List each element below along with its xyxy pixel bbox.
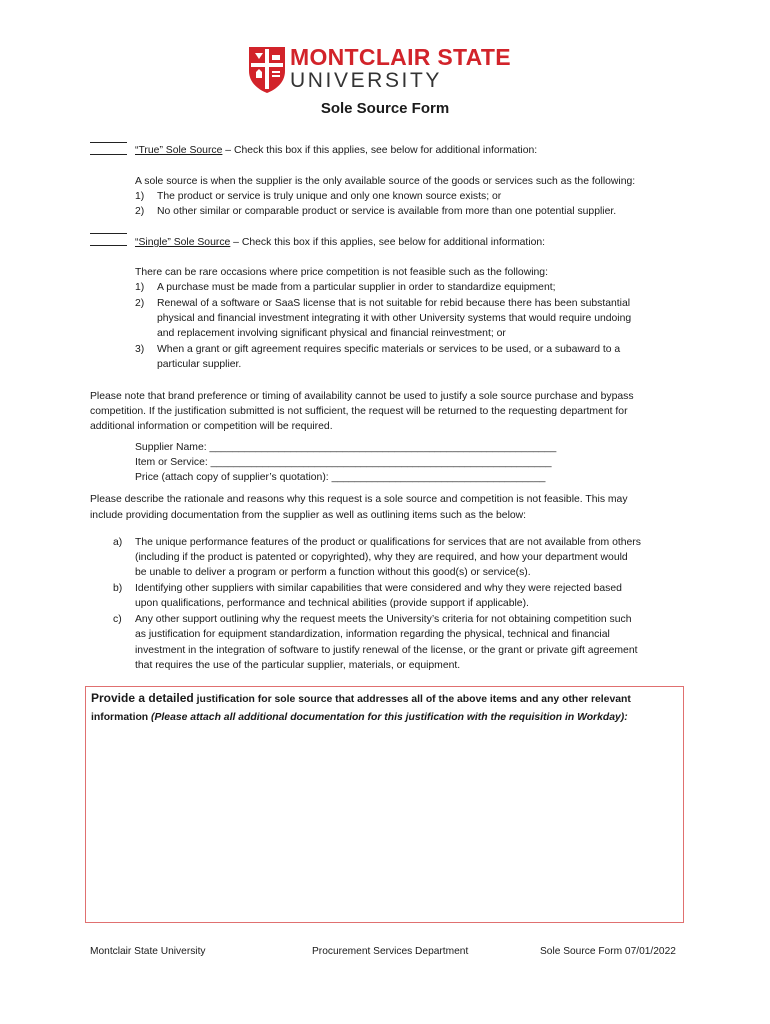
rationale-item-line: Identifying other suppliers with similar capabilities that were considered and why they were rejected based bbox=[135, 583, 622, 594]
footer-center: Procurement Services Department bbox=[312, 946, 469, 957]
rationale-item-letter: c) bbox=[113, 614, 122, 625]
single-source-item-line: Renewal of a software or SaaS license that is not suitable for rebid because there has been substantial bbox=[157, 298, 631, 309]
rationale-line: include providing documentation from the supplier as well as outlining items such as the below: bbox=[90, 510, 527, 521]
rationale-item-letter: a) bbox=[113, 537, 123, 548]
note-line: Please note that brand preference or timing of availability cannot be used to justify a sole source purchase and bypass bbox=[90, 391, 634, 402]
single-source-item-num: 2) bbox=[135, 298, 145, 309]
note-line: additional information or competition will be required. bbox=[90, 421, 333, 432]
single-source-item-num: 1) bbox=[135, 282, 145, 293]
supplier-name-field[interactable]: Supplier Name: ____________________________________________________________ bbox=[135, 442, 557, 453]
rationale-item-line: as justification for equipment standardization, information regarding the physical, technical and financial bbox=[135, 629, 610, 640]
footer-left: Montclair State University bbox=[90, 946, 206, 957]
true-source-item-num: 1) bbox=[135, 191, 145, 202]
price-field[interactable]: Price (attach copy of supplier’s quotation): _____________________________________ bbox=[135, 472, 546, 483]
rationale-item-line: that requires the use of the particular supplier, materials, or equipment. bbox=[135, 660, 461, 671]
single-source-item-line: When a grant or gift agreement requires specific materials or services to be used, or a subaward to a bbox=[157, 344, 621, 355]
justification-line2-italic: (Please attach all additional documentation for this justification with the requisition in Workday): bbox=[151, 712, 628, 723]
justification-lead: Provide a detailed bbox=[91, 691, 194, 705]
rationale-item-line: The unique performance features of the product or qualifications for services that are not available from others bbox=[135, 537, 641, 548]
true-source-item-text: The product or service is truly unique and only one known source exists; or bbox=[157, 191, 502, 202]
true-sole-source-heading bbox=[135, 143, 537, 158]
single-sole-source-heading bbox=[135, 235, 545, 250]
true-source-item-text: No other similar or comparable product or service is available from more than one potential supplier. bbox=[157, 206, 617, 217]
justification-line2-start: information bbox=[91, 712, 152, 723]
university-name-line1: MONTCLAIR STATE bbox=[290, 44, 511, 70]
single-source-item-line: and replacement involving significant physical and financial reinvestment; or bbox=[157, 328, 506, 339]
rationale-line: Please describe the rationale and reasons why this request is a sole source and competition is not feasible. This may bbox=[90, 494, 628, 505]
single-sole-source-label: “Single” Sole Source bbox=[135, 237, 231, 248]
rationale-item-line: be unable to deliver a program or perform a function without this good(s) or service(s). bbox=[135, 567, 531, 578]
footer-right: Sole Source Form 07/01/2022 bbox=[540, 946, 676, 957]
true-sole-source-checkbox[interactable] bbox=[90, 142, 127, 155]
rationale-item-line: investment in the integration of software to justify renewal of the license, or the grant or private gift agreement bbox=[135, 645, 638, 656]
justification-prompt bbox=[91, 689, 681, 727]
note-line: competition. If the justification submitted is not sufficient, the request will be returned to the requesting department for bbox=[90, 406, 628, 417]
item-or-service-field[interactable]: Item or Service: ___________________________________________________________ bbox=[135, 457, 552, 468]
true-sole-source-label: “True” Sole Source bbox=[135, 145, 223, 156]
single-sole-source-instruction: – Check this box if this applies, see below for additional information: bbox=[230, 237, 546, 248]
university-shield-logo bbox=[247, 45, 287, 95]
single-source-item-line: particular supplier. bbox=[157, 359, 242, 370]
rationale-item-line: Any other support outlining why the request meets the University’s criteria for not obtaining competition such bbox=[135, 614, 632, 625]
single-source-intro: There can be rare occasions where price competition is not feasible such as the following: bbox=[135, 267, 548, 278]
rationale-item-letter: b) bbox=[113, 583, 123, 594]
rationale-item-line: (including if the product is patented or copyrighted), why they are required, and how your department would bbox=[135, 552, 628, 563]
true-source-intro: A sole source is when the supplier is the only available source of the goods or services such as the following: bbox=[135, 176, 636, 187]
single-source-item-line: A purchase must be made from a particular supplier in order to standardize equipment; bbox=[157, 282, 556, 293]
true-source-item-num: 2) bbox=[135, 206, 145, 217]
single-source-item-line: physical and financial investment integrating it with other University systems that would require undoing bbox=[157, 313, 632, 324]
rationale-item-line: upon qualifications, performance and technical abilities (provide support if applicable). bbox=[135, 598, 529, 609]
justification-rest: justification for sole source that addresses all of the above items and any other relevant bbox=[193, 694, 631, 705]
true-sole-source-instruction: – Check this box if this applies, see below for additional information: bbox=[222, 145, 538, 156]
form-title: Sole Source Form bbox=[320, 100, 450, 117]
single-sole-source-checkbox[interactable] bbox=[90, 233, 127, 246]
single-source-item-num: 3) bbox=[135, 344, 145, 355]
university-name-line2: UNIVERSITY bbox=[290, 69, 443, 92]
